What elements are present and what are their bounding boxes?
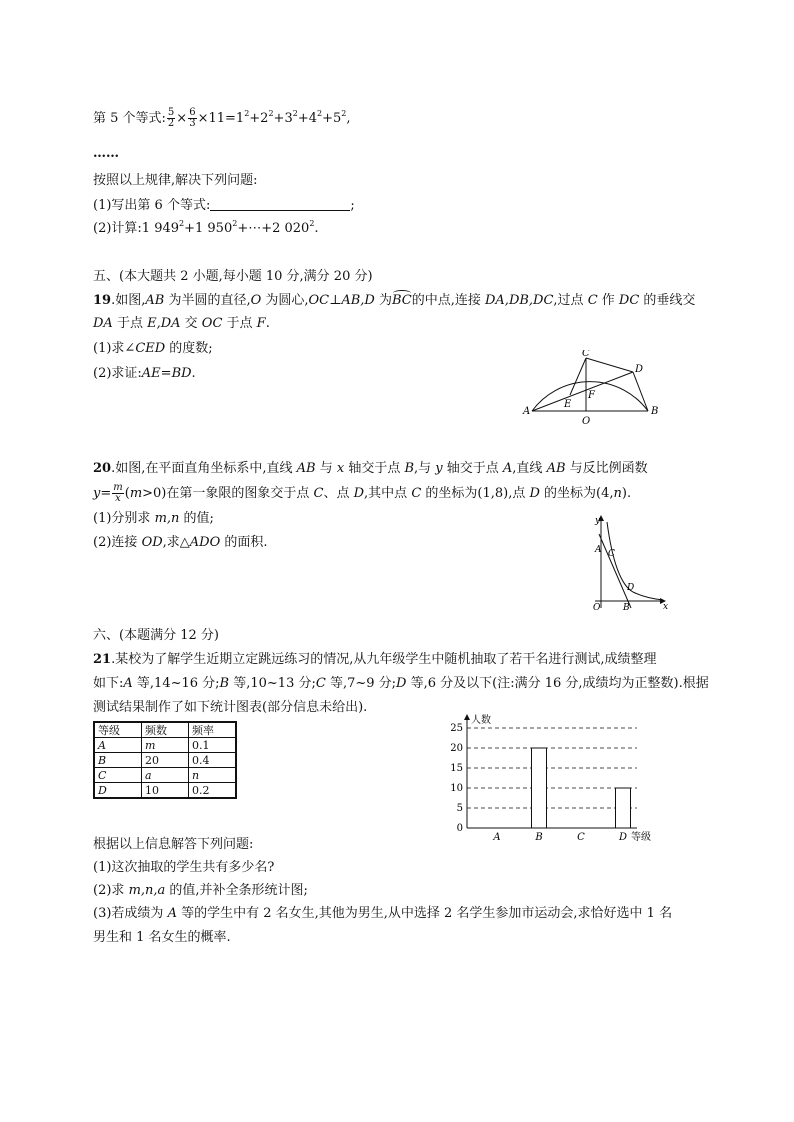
q19-text: ,过点 — [553, 293, 588, 308]
q21-math: A — [167, 906, 177, 921]
equation-5-term: +3 — [273, 111, 293, 126]
q19-math: OC — [201, 316, 223, 331]
point-label-a: A — [595, 545, 602, 555]
q20-text: 的坐标为(1,8),点 — [421, 486, 530, 501]
ellipsis: …… — [93, 146, 119, 161]
q20-text: >0)在第一象限的图象交于点 — [142, 486, 314, 501]
q19-text: . — [265, 316, 270, 331]
y-tick-label: 10 — [450, 783, 463, 794]
q19-text: 的中点,连接 — [411, 293, 485, 308]
q21-math: B — [219, 676, 230, 691]
chart-grid — [467, 728, 637, 808]
q20-math: D — [353, 486, 365, 501]
question-number: 19 — [93, 293, 112, 308]
segment-ce — [570, 358, 586, 395]
q19-math: O — [250, 293, 262, 308]
table-row — [94, 753, 236, 768]
fraction-5-2 — [167, 108, 175, 129]
exponent: 2 — [309, 219, 315, 228]
q19-text: 于点 — [112, 316, 148, 331]
q20-text: ). — [621, 486, 632, 501]
equation-5-term: +4 — [297, 111, 317, 126]
q20-math: C — [313, 486, 324, 501]
q21-math: D — [396, 676, 407, 691]
q21-part3-line2: 男生和 1 名女生的概率. — [93, 930, 231, 945]
table-cell: B — [94, 753, 142, 768]
q20-math: ADO — [189, 535, 221, 550]
q20-text: 的面积. — [220, 535, 268, 550]
q21-line3: 测试结果制作了如下统计图表(部分信息未给出). — [93, 700, 368, 715]
q19-text: 的垂线交 — [639, 293, 696, 308]
q20-math: y= — [93, 486, 112, 501]
q21-text: 如下: — [93, 676, 124, 691]
q21-text: 等,6 分及以下(注:满分 16 分,成绩均为正整数).根据 — [406, 676, 709, 691]
q18-term: . — [314, 221, 319, 236]
q21-part3-line1 — [93, 905, 672, 923]
exponent: 2 — [341, 109, 347, 118]
question-number: 20 — [93, 461, 112, 476]
q19-part1 — [93, 340, 213, 358]
q19-text: 于点 — [222, 316, 257, 331]
table-cell: C — [94, 768, 142, 783]
y-tick-label: 0 — [456, 823, 463, 834]
table-row — [94, 768, 236, 783]
point-label-b: B — [651, 406, 658, 417]
table-header: 频数 — [142, 722, 189, 738]
hyperbola-curve — [607, 522, 663, 600]
q20-math: D — [529, 486, 540, 501]
q20-text: .如图,在平面直角坐标系中,直线 — [111, 461, 297, 476]
q19-text: (1)求∠ — [93, 341, 136, 356]
point-label-o: O — [593, 603, 601, 613]
exponent: 2 — [292, 109, 298, 118]
q20-math: C — [411, 486, 422, 501]
q20-text: 的坐标为(4, — [539, 486, 614, 501]
q20-line2 — [93, 483, 631, 504]
exponent: 2 — [232, 219, 238, 228]
x-tick-label: C — [577, 832, 585, 843]
q21-part2 — [93, 882, 308, 900]
x-tick-label: B — [535, 832, 543, 843]
equation-5 — [93, 108, 350, 129]
q20-text: (1)分别求 — [93, 511, 155, 526]
q20-part1 — [93, 510, 214, 528]
x-tick-label: D — [618, 832, 628, 843]
q20-math: n — [613, 486, 622, 501]
q21-after: 根据以上信息解答下列问题: — [93, 837, 254, 852]
arc-bc: BC — [391, 293, 412, 308]
table-row — [94, 783, 236, 799]
q21-math: A — [123, 676, 133, 691]
fraction-numerator: 6 — [189, 107, 196, 118]
q21-text: (3)若成绩为 — [93, 906, 168, 921]
q19-math: AB — [145, 293, 165, 308]
table-cell: 20 — [142, 753, 189, 768]
bar-chart — [445, 710, 665, 845]
q19-math: DA,DB,DC — [485, 293, 554, 308]
exponent: 2 — [179, 219, 185, 228]
y-tick-label: 20 — [450, 743, 463, 754]
q20-math: m,n — [154, 511, 180, 526]
q19-text: 为 — [374, 293, 392, 308]
line-ab — [599, 534, 631, 608]
q19-math: DC — [618, 293, 640, 308]
fraction-denominator: 2 — [167, 118, 175, 129]
q20-text: ,直线 — [512, 461, 547, 476]
table-cell: 0.2 — [189, 783, 237, 799]
table-cell: 10 — [142, 783, 189, 799]
axis-label-x: x — [663, 602, 669, 612]
exponent: 2 — [268, 109, 274, 118]
q19-text: 为半圆的直径, — [164, 293, 251, 308]
equation-5-term: +5 — [322, 111, 342, 126]
q19-text: . — [191, 366, 196, 381]
q20-math: A — [502, 461, 513, 476]
q19-math: F — [256, 316, 266, 331]
q19-math: E,DA — [147, 316, 181, 331]
point-label-e: E — [564, 399, 572, 410]
table-cell: D — [94, 783, 142, 799]
chart-y-arrow — [464, 714, 470, 720]
q18-part1-text: (1)写出第 6 个等式: — [93, 198, 211, 213]
q19-text: 的度数; — [165, 341, 213, 356]
table-cell: n — [189, 768, 237, 783]
q19-math: DA — [93, 316, 113, 331]
q19-math: CED — [135, 341, 166, 356]
table-cell: 0.1 — [189, 738, 237, 753]
q18-part1 — [93, 197, 355, 215]
point-label-c: C — [582, 350, 590, 359]
q19-semicircle-figure — [518, 350, 658, 430]
q20-text: 与 — [315, 461, 337, 476]
section-5-heading: 五、(本大题共 2 小题,每小题 10 分,满分 20 分) — [93, 269, 373, 284]
q20-math: AB — [296, 461, 316, 476]
equation-5-term: , — [346, 111, 351, 126]
fraction-numerator: m — [113, 482, 123, 493]
y-tick-label: 15 — [450, 763, 463, 774]
exponent: 2 — [316, 109, 323, 118]
equation-5-term: +2 — [249, 111, 269, 126]
q18-term: +⋯+2 020 — [237, 221, 310, 236]
y-tick-label: 25 — [450, 723, 463, 734]
fraction-denominator: x — [115, 493, 121, 504]
q21-math: C — [315, 676, 326, 691]
point-label-o: O — [582, 416, 591, 427]
fraction-denominator: 3 — [189, 118, 196, 129]
bar-b — [532, 748, 547, 828]
q21-line2 — [93, 675, 709, 693]
q18-part1-end: ; — [350, 198, 355, 213]
q20-math: x — [336, 461, 345, 476]
table-cell: 0.4 — [189, 753, 237, 768]
q21-part1: (1)这次抽取的学生共有多少名? — [93, 860, 275, 875]
table-header-row — [94, 722, 236, 738]
q20-line1 — [93, 460, 648, 478]
q19-math: OC⊥AB,D — [308, 293, 375, 308]
q21-text: 等的学生中有 2 名女生,其他为男生,从中选择 2 名学生参加市运动会,求恰好选中 1 名 — [176, 906, 673, 921]
q20-math: y — [435, 461, 443, 476]
q19-text: 作 — [597, 293, 619, 308]
exponent: 2 — [244, 109, 250, 118]
chart-x-labels — [492, 832, 627, 843]
point-label-d: D — [627, 583, 635, 593]
q19-text: 交 — [180, 316, 202, 331]
q21-text: .某校为了解学生近期立定跳远练习的情况,从九年级学生中随机抽取了若干名进行测试,成绩整理 — [111, 652, 657, 667]
q20-text: 轴交于点 — [344, 461, 405, 476]
q20-text: (2)连接 — [93, 535, 142, 550]
table-cell: m — [142, 738, 189, 753]
q19-text: .如图, — [111, 293, 146, 308]
answer-blank[interactable] — [210, 198, 350, 211]
times-sign: × — [176, 111, 188, 126]
q21-text: (2)求 — [93, 883, 129, 898]
q20-text: 的值; — [179, 511, 214, 526]
q20-math: m — [129, 486, 143, 501]
equation-5-term: ×11=1 — [197, 111, 245, 126]
point-label-a: A — [523, 406, 531, 417]
q20-text: 、点 — [323, 486, 354, 501]
q18-term: +1 950 — [184, 221, 233, 236]
q20-math: OD — [141, 535, 163, 550]
q19-part2 — [93, 365, 196, 383]
point-label-d: D — [635, 364, 644, 375]
q20-coordinate-figure — [585, 512, 675, 614]
point-label-b: B — [623, 603, 630, 613]
axis-label-y: y — [595, 516, 601, 526]
q18-intro: 按照以上规律,解决下列问题: — [93, 173, 258, 188]
table-header: 频率 — [189, 722, 237, 738]
q18-part2 — [93, 220, 319, 238]
chart-x-label: 等级 — [631, 832, 651, 843]
q21-math: m,n,a — [128, 883, 166, 898]
q20-text: 轴交于点 — [442, 461, 503, 476]
q19-text: (2)求证: — [93, 366, 142, 381]
segment-da — [532, 372, 633, 411]
q20-text: ,求△ — [162, 535, 190, 550]
segment-db — [633, 372, 648, 411]
frequency-table — [93, 721, 237, 799]
q21-text: 等,10~13 分; — [229, 676, 316, 691]
y-tick-label: 5 — [456, 803, 463, 814]
q20-text: ( — [124, 486, 130, 501]
fraction-numerator: 5 — [167, 107, 175, 118]
q21-text: 等,14~16 分; — [132, 676, 220, 691]
fraction-6-3 — [188, 108, 196, 129]
q21-text: 的值,并补全条形统计图; — [165, 883, 308, 898]
segment-dc — [586, 358, 633, 372]
equation-5-prefix: 第 5 个等式: — [93, 111, 166, 126]
q20-math: AB — [546, 461, 566, 476]
q19-math: AE=BD — [141, 366, 192, 381]
q20-text: ,其中点 — [364, 486, 412, 501]
q20-math: B — [404, 461, 415, 476]
q20-part2 — [93, 534, 268, 552]
q19-math: C — [587, 293, 598, 308]
q19-text: 为圆心, — [261, 293, 309, 308]
q20-text: ,与 — [414, 461, 436, 476]
section-6-heading: 六、(本题满分 12 分) — [93, 628, 219, 643]
bar-d — [616, 788, 631, 828]
q21-line1 — [93, 651, 657, 669]
table-header: 等级 — [94, 722, 142, 738]
q20-text: 与反比例函数 — [565, 461, 648, 476]
q18-term: (2)计算:1 949 — [93, 221, 180, 236]
point-label-c: C — [608, 549, 615, 559]
table-cell: a — [142, 768, 189, 783]
q19-line2 — [93, 315, 270, 333]
chart-y-label: 人数 — [471, 715, 491, 726]
fraction-m-x — [112, 483, 123, 504]
q19-line1 — [93, 292, 695, 310]
point-label-f: F — [588, 390, 595, 401]
q21-text: 等,7~9 分; — [325, 676, 397, 691]
x-tick-label: A — [493, 832, 501, 843]
chart-y-labels — [450, 723, 463, 834]
table-cell: A — [94, 738, 142, 753]
question-number: 21 — [93, 652, 112, 667]
table-row — [94, 738, 236, 753]
